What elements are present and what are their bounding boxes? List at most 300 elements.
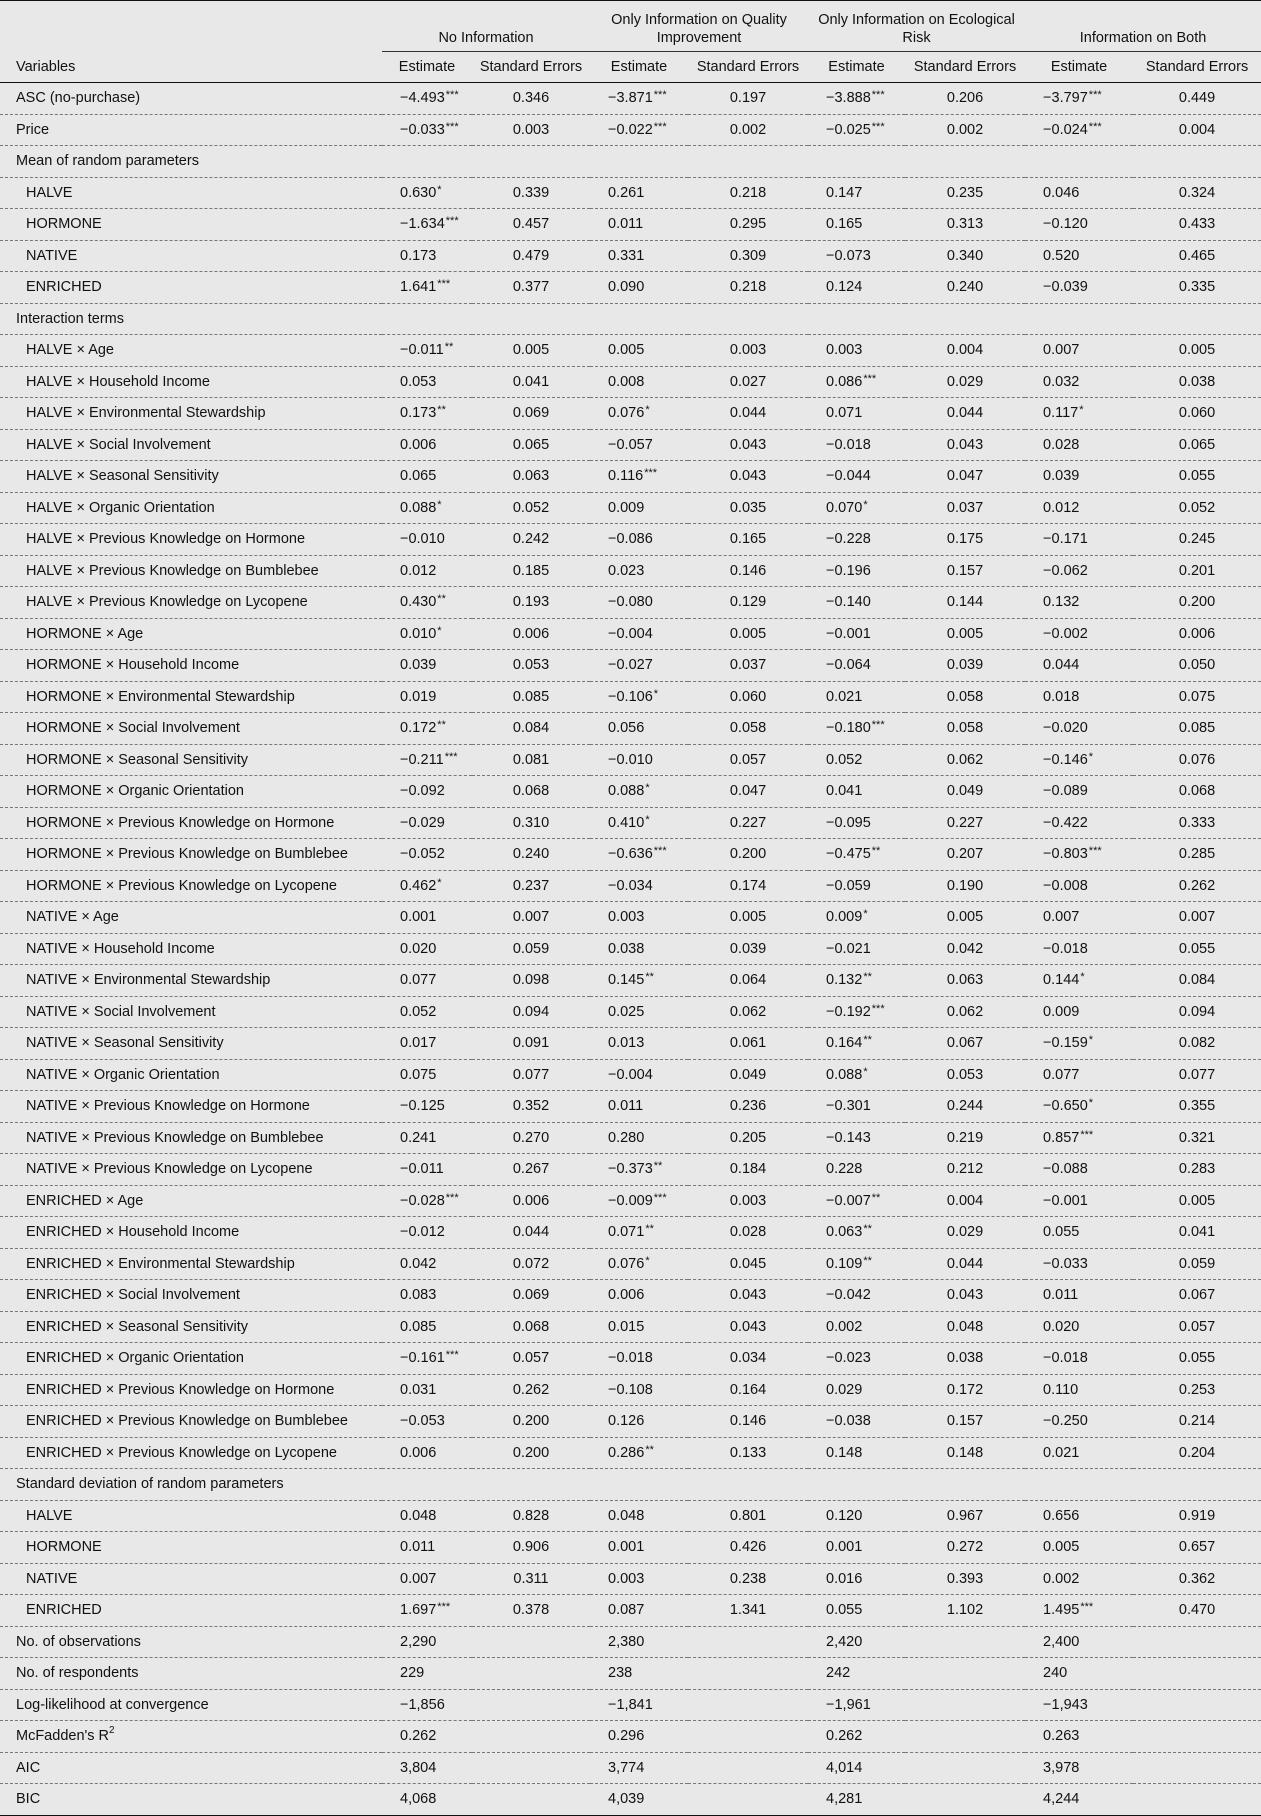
estimate-cell (382, 1311, 472, 1343)
standard-error-cell (905, 114, 1025, 146)
cell-value: 0.002 (729, 121, 767, 138)
estimate-cell (382, 114, 472, 146)
row-label-text: BIC (16, 1791, 41, 1808)
estimate-cell (1025, 1059, 1133, 1091)
estimate-cell (590, 996, 688, 1028)
standard-error-cell (1133, 807, 1261, 839)
cell-value: 0.001 (826, 1539, 863, 1556)
table-row (0, 492, 1261, 524)
cell-value: 0.244 (946, 1098, 984, 1115)
estimate-cell (808, 398, 905, 430)
cell-value: 240 (1043, 1665, 1068, 1682)
estimate-cell (590, 429, 688, 461)
estimate-cell (1025, 996, 1133, 1028)
row-label-text: ENRICHED × Social Involvement (26, 1287, 240, 1304)
table-row (0, 1595, 1261, 1627)
standard-error-cell (1133, 366, 1261, 398)
row-label-text: NATIVE (26, 247, 78, 264)
cell-value: 0.064 (729, 972, 767, 989)
table-row (0, 240, 1261, 272)
row-label-text: ENRICHED × Household Income (26, 1224, 240, 1241)
cell-value: 0.146 (729, 1413, 767, 1430)
standard-error-cell (1133, 1154, 1261, 1186)
table-row (0, 555, 1261, 587)
estimate-cell (808, 492, 905, 524)
cell-value: −0.143 (826, 1129, 871, 1146)
estimate-cell (808, 1122, 905, 1154)
estimate-cell (382, 1595, 472, 1627)
cell-value: 0.090 (608, 279, 645, 296)
row-label-text: Log-likelihood at convergence (16, 1696, 209, 1713)
standard-error-cell (905, 870, 1025, 902)
row-label-text: Mean of random parameters (16, 153, 199, 170)
standard-error-cell (472, 1406, 590, 1438)
cell-value: 3,774 (608, 1759, 645, 1776)
standard-error-cell (688, 1784, 808, 1816)
estimate-cell (382, 1248, 472, 1280)
table-row (0, 177, 1261, 209)
table-row (0, 461, 1261, 493)
cell-value: 0.042 (400, 1255, 437, 1272)
cell-value: −0.250 (1043, 1413, 1088, 1430)
standard-error-cell (472, 1248, 590, 1280)
cell-value: 0.007 (1043, 909, 1080, 926)
standard-error-cell (472, 1059, 590, 1091)
estimate-cell (1025, 272, 1133, 304)
standard-error-cell (1133, 429, 1261, 461)
significance-stars: *** (437, 1601, 451, 1614)
standard-error-cell (1133, 839, 1261, 871)
estimate-cell (1025, 1752, 1133, 1784)
cell-value: 0.052 (1178, 499, 1216, 516)
cell-value: 0.479 (512, 247, 550, 264)
standard-error-cell (1133, 1374, 1261, 1406)
estimate-cell (590, 1626, 688, 1658)
estimate-cell (382, 1658, 472, 1690)
standard-error-cell (472, 492, 590, 524)
estimate-cell (1025, 398, 1133, 430)
cell-value: −0.029 (400, 814, 445, 831)
table-row (0, 272, 1261, 304)
standard-error-cell (688, 398, 808, 430)
row-label (0, 933, 382, 965)
significance-stars: * (653, 687, 659, 700)
significance-stars: * (1088, 1097, 1094, 1110)
cell-value: 0.041 (1178, 1224, 1216, 1241)
row-label (0, 744, 382, 776)
cell-value: 0.068 (512, 1318, 550, 1335)
table-row (0, 1091, 1261, 1123)
cell-value: 0.047 (729, 783, 767, 800)
estimate-cell (590, 555, 688, 587)
standard-error-cell (472, 1626, 590, 1658)
estimate-cell (1025, 114, 1133, 146)
estimate-cell (1025, 1154, 1133, 1186)
standard-error-cell (472, 744, 590, 776)
estimate-cell (590, 776, 688, 808)
cell-value: 0.059 (512, 940, 550, 957)
cell-value: −0.089 (1043, 783, 1088, 800)
standard-error-cell (472, 587, 590, 619)
group-header-ecological-risk: Only Information on Ecological Risk (808, 1, 1025, 52)
cell-value: 0.241 (400, 1129, 437, 1146)
cell-value: 0.245 (1178, 531, 1216, 548)
cell-value: 0.072 (512, 1255, 550, 1272)
estimate-cell (1025, 1406, 1133, 1438)
cell-value: −3.888 (826, 90, 871, 107)
table-row (0, 618, 1261, 650)
cell-value: 0.041 (826, 783, 863, 800)
standard-error-cell (905, 1374, 1025, 1406)
cell-value: 0.043 (729, 1287, 767, 1304)
table-row (0, 1185, 1261, 1217)
standard-errors-header: Standard Errors (688, 52, 808, 83)
cell-value: 0.088 (826, 1066, 863, 1083)
standard-error-cell (905, 1185, 1025, 1217)
significance-stars: ** (437, 593, 446, 606)
cell-value: 0.001 (608, 1539, 645, 1556)
cell-value: 0.029 (946, 373, 984, 390)
cell-value: 0.110 (1043, 1381, 1079, 1398)
estimate-cell (382, 587, 472, 619)
standard-error-cell (688, 1532, 808, 1564)
cell-value: 0.007 (1178, 909, 1216, 926)
cell-value: 4,244 (1043, 1791, 1080, 1808)
cell-value: 0.184 (729, 1161, 767, 1178)
standard-error-cell (905, 1122, 1025, 1154)
standard-error-cell (905, 83, 1025, 115)
cell-value: 0.043 (729, 468, 767, 485)
cell-value: 0.005 (946, 625, 984, 642)
estimate-cell (808, 1595, 905, 1627)
significance-stars: ** (645, 1443, 654, 1456)
standard-error-cell (472, 1437, 590, 1469)
cell-value: −3.871 (608, 90, 653, 107)
standard-error-cell (1133, 209, 1261, 241)
standard-error-cell (905, 335, 1025, 367)
estimate-cell (1025, 492, 1133, 524)
cell-value: −0.011 (400, 1161, 444, 1178)
estimate-cell (590, 681, 688, 713)
cell-value: 0.003 (729, 1192, 767, 1209)
standard-error-cell (688, 1406, 808, 1438)
row-label (0, 807, 382, 839)
standard-error-cell (688, 744, 808, 776)
standard-error-cell (688, 1752, 808, 1784)
standard-error-cell (905, 1532, 1025, 1564)
standard-error-cell (472, 1280, 590, 1312)
cell-value: 0.237 (512, 877, 550, 894)
estimate-cell (382, 870, 472, 902)
cell-value: 242 (826, 1665, 851, 1682)
estimate-cell (382, 1437, 472, 1469)
row-label-text: ENRICHED × Previous Knowledge on Lycopene (26, 1444, 337, 1461)
standard-error-cell (1133, 933, 1261, 965)
cell-value: 0.006 (608, 1287, 645, 1304)
cell-value: 0.075 (1178, 688, 1216, 705)
estimate-cell (1025, 618, 1133, 650)
row-label (0, 1406, 382, 1438)
cell-value: 0.055 (1178, 1350, 1216, 1367)
significance-stars: *** (871, 120, 885, 133)
cell-value: 0.227 (946, 814, 984, 831)
table-row (0, 965, 1261, 997)
estimate-cell (1025, 1091, 1133, 1123)
standard-error-cell (472, 366, 590, 398)
estimate-cell (590, 1689, 688, 1721)
row-label (0, 272, 382, 304)
cell-value: 0.044 (729, 405, 767, 422)
standard-error-cell (472, 335, 590, 367)
significance-stars: ** (871, 1191, 881, 1204)
row-label (0, 1500, 382, 1532)
standard-error-cell (472, 1658, 590, 1690)
cell-value: −0.020 (1043, 720, 1088, 737)
cell-value: 0.295 (729, 216, 767, 233)
standard-error-cell (905, 492, 1025, 524)
row-label (0, 713, 382, 745)
estimate-cell (1025, 1532, 1133, 1564)
estimate-cell (1025, 1343, 1133, 1375)
table-row (0, 83, 1261, 115)
table-row (0, 209, 1261, 241)
cell-value: −0.018 (1043, 1350, 1088, 1367)
cell-value: −0.034 (608, 877, 653, 894)
cell-value: 0.630 (400, 184, 437, 201)
estimate-cell (808, 1500, 905, 1532)
estimate-cell (590, 1028, 688, 1060)
cell-value: 0.058 (946, 720, 984, 737)
cell-value: 0.028 (729, 1224, 767, 1241)
estimate-cell (808, 681, 905, 713)
cell-value: 0.355 (1178, 1098, 1216, 1115)
row-label-text: HORMONE × Previous Knowledge on Bumblebee (26, 846, 348, 863)
standard-error-cell (472, 524, 590, 556)
standard-error-cell (1133, 398, 1261, 430)
row-label-text: ASC (no-purchase) (16, 90, 141, 107)
cell-value: 0.020 (400, 940, 437, 957)
cell-value: −1,841 (608, 1696, 653, 1713)
estimate-cell (382, 524, 472, 556)
standard-error-cell (1133, 1689, 1261, 1721)
cell-value: 0.005 (1178, 1192, 1216, 1209)
standard-error-cell (688, 902, 808, 934)
cell-value: 0.058 (729, 720, 767, 737)
cell-value: 0.065 (400, 468, 437, 485)
cell-value: 0.242 (512, 531, 550, 548)
standard-error-cell (905, 1217, 1025, 1249)
table-row (0, 1217, 1261, 1249)
row-label-text: HALVE × Previous Knowledge on Lycopene (26, 594, 308, 611)
cell-value: −0.027 (608, 657, 653, 674)
standard-error-cell (905, 1658, 1025, 1690)
cell-value: 0.003 (826, 342, 863, 359)
standard-error-cell (688, 1217, 808, 1249)
standard-error-cell (688, 933, 808, 965)
estimate-cell (808, 209, 905, 241)
table-row (0, 1658, 1261, 1690)
cell-value: 0.378 (512, 1602, 550, 1619)
standard-error-cell (905, 524, 1025, 556)
cell-value: 0.193 (512, 594, 550, 611)
significance-stars: * (645, 1254, 650, 1267)
estimate-cell (590, 618, 688, 650)
standard-error-cell (472, 1784, 590, 1816)
cell-value: −0.146 (1043, 751, 1088, 768)
cell-value: 0.085 (1178, 720, 1216, 737)
estimate-cell (590, 1784, 688, 1816)
standard-error-cell (688, 681, 808, 713)
row-label (0, 177, 382, 209)
table-row (0, 1122, 1261, 1154)
table-row (0, 114, 1261, 146)
row-label-text: HORMONE × Organic Orientation (26, 783, 244, 800)
standard-error-cell (688, 965, 808, 997)
table-row (0, 933, 1261, 965)
significance-stars: *** (437, 278, 451, 291)
row-label-text: Standard deviation of random parameters (16, 1476, 284, 1493)
cell-value: −4.493 (400, 90, 445, 107)
cell-value: 0.174 (729, 877, 767, 894)
cell-value: 0.055 (1178, 468, 1216, 485)
row-label (0, 1784, 382, 1816)
cell-value: 0.657 (1178, 1539, 1216, 1556)
section-label (0, 146, 1261, 178)
section-label (0, 1469, 1261, 1501)
estimate-cell (382, 209, 472, 241)
row-label (0, 1311, 382, 1343)
table-row (0, 713, 1261, 745)
cell-value: 0.059 (1178, 1255, 1216, 1272)
cell-value: 0.055 (1043, 1224, 1080, 1241)
standard-errors-header: Standard Errors (905, 52, 1025, 83)
significance-stars: ** (863, 1254, 872, 1267)
standard-error-cell (688, 1374, 808, 1406)
estimate-cell (1025, 461, 1133, 493)
cell-value: −0.044 (826, 468, 871, 485)
estimate-cell (1025, 902, 1133, 934)
estimate-cell (1025, 744, 1133, 776)
cell-value: 0.377 (512, 279, 550, 296)
standard-error-cell (905, 555, 1025, 587)
cell-value: 0.007 (1043, 342, 1080, 359)
estimate-cell (808, 1185, 905, 1217)
cell-value: 0.003 (608, 1570, 645, 1587)
significance-stars: * (437, 624, 442, 637)
estimate-cell (1025, 713, 1133, 745)
cell-value: 0.164 (826, 1035, 863, 1052)
cell-value: 0.262 (826, 1728, 863, 1745)
cell-value: −0.053 (400, 1413, 445, 1430)
row-label (0, 776, 382, 808)
row-label-text: HALVE × Environmental Stewardship (26, 405, 266, 422)
cell-value: 0.013 (608, 1035, 645, 1052)
standard-error-cell (1133, 650, 1261, 682)
cell-value: 0.206 (946, 90, 984, 107)
cell-value: 0.433 (1178, 216, 1216, 233)
row-label-text: ENRICHED × Environmental Stewardship (26, 1255, 295, 1272)
estimate-cell (1025, 1374, 1133, 1406)
estimate-cell (808, 524, 905, 556)
estimate-cell (808, 965, 905, 997)
variables-header: Variables (0, 52, 382, 83)
cell-value: 229 (400, 1665, 425, 1682)
estimate-cell (590, 1185, 688, 1217)
cell-value: 0.005 (1043, 1539, 1080, 1556)
standard-error-cell (1133, 1658, 1261, 1690)
cell-value: 0.005 (512, 342, 550, 359)
standard-error-cell (688, 1154, 808, 1186)
standard-error-cell (472, 209, 590, 241)
estimate-cell (382, 492, 472, 524)
row-label (0, 1595, 382, 1627)
significance-stars: * (1080, 971, 1085, 984)
cell-value: −0.024 (1043, 121, 1088, 138)
cell-value: 0.039 (946, 657, 984, 674)
estimate-cell (1025, 1185, 1133, 1217)
row-label-text: HORMONE (26, 216, 102, 233)
row-label-text: HALVE × Previous Knowledge on Hormone (26, 531, 306, 548)
estimate-header: Estimate (808, 52, 905, 83)
cell-value: 0.083 (400, 1287, 437, 1304)
standard-error-cell (472, 1217, 590, 1249)
table-row (0, 366, 1261, 398)
estimate-cell (808, 1532, 905, 1564)
estimate-cell (1025, 524, 1133, 556)
row-label-text: No. of respondents (16, 1665, 139, 1682)
standard-error-cell (688, 587, 808, 619)
cell-value: 0.035 (729, 499, 767, 516)
standard-error-cell (688, 1343, 808, 1375)
standard-error-cell (688, 1185, 808, 1217)
standard-error-cell (1133, 1280, 1261, 1312)
standard-error-cell (905, 240, 1025, 272)
cell-value: 0.117 (1043, 405, 1079, 422)
estimate-cell (808, 1311, 905, 1343)
cell-value: 0.267 (512, 1161, 550, 1178)
standard-error-cell (688, 807, 808, 839)
cell-value: 0.430 (400, 594, 437, 611)
cell-value: 0.003 (608, 909, 645, 926)
cell-value: 0.145 (608, 972, 645, 989)
standard-error-cell (905, 398, 1025, 430)
significance-stars: *** (445, 215, 459, 228)
estimate-cell (1025, 429, 1133, 461)
cell-value: −0.028 (400, 1192, 445, 1209)
standard-error-cell (688, 1626, 808, 1658)
significance-stars: ** (863, 1223, 872, 1236)
estimate-cell (382, 1028, 472, 1060)
standard-error-cell (905, 209, 1025, 241)
standard-error-cell (905, 587, 1025, 619)
cell-value: 0.015 (608, 1318, 645, 1335)
standard-error-cell (472, 461, 590, 493)
standard-error-cell (1133, 1343, 1261, 1375)
estimate-cell (590, 114, 688, 146)
estimate-cell (590, 1280, 688, 1312)
cell-value: 0.283 (1178, 1161, 1216, 1178)
cell-value: 0.076 (608, 405, 645, 422)
cell-value: 1.697 (400, 1602, 437, 1619)
cell-value: −0.803 (1043, 846, 1088, 863)
cell-value: −0.011 (400, 342, 444, 359)
standard-error-cell (688, 272, 808, 304)
standard-error-cell (472, 681, 590, 713)
row-label-text: HALVE × Seasonal Sensitivity (26, 468, 219, 485)
cell-value: −0.002 (1043, 625, 1088, 642)
row-label (0, 1374, 382, 1406)
estimate-cell (382, 83, 472, 115)
